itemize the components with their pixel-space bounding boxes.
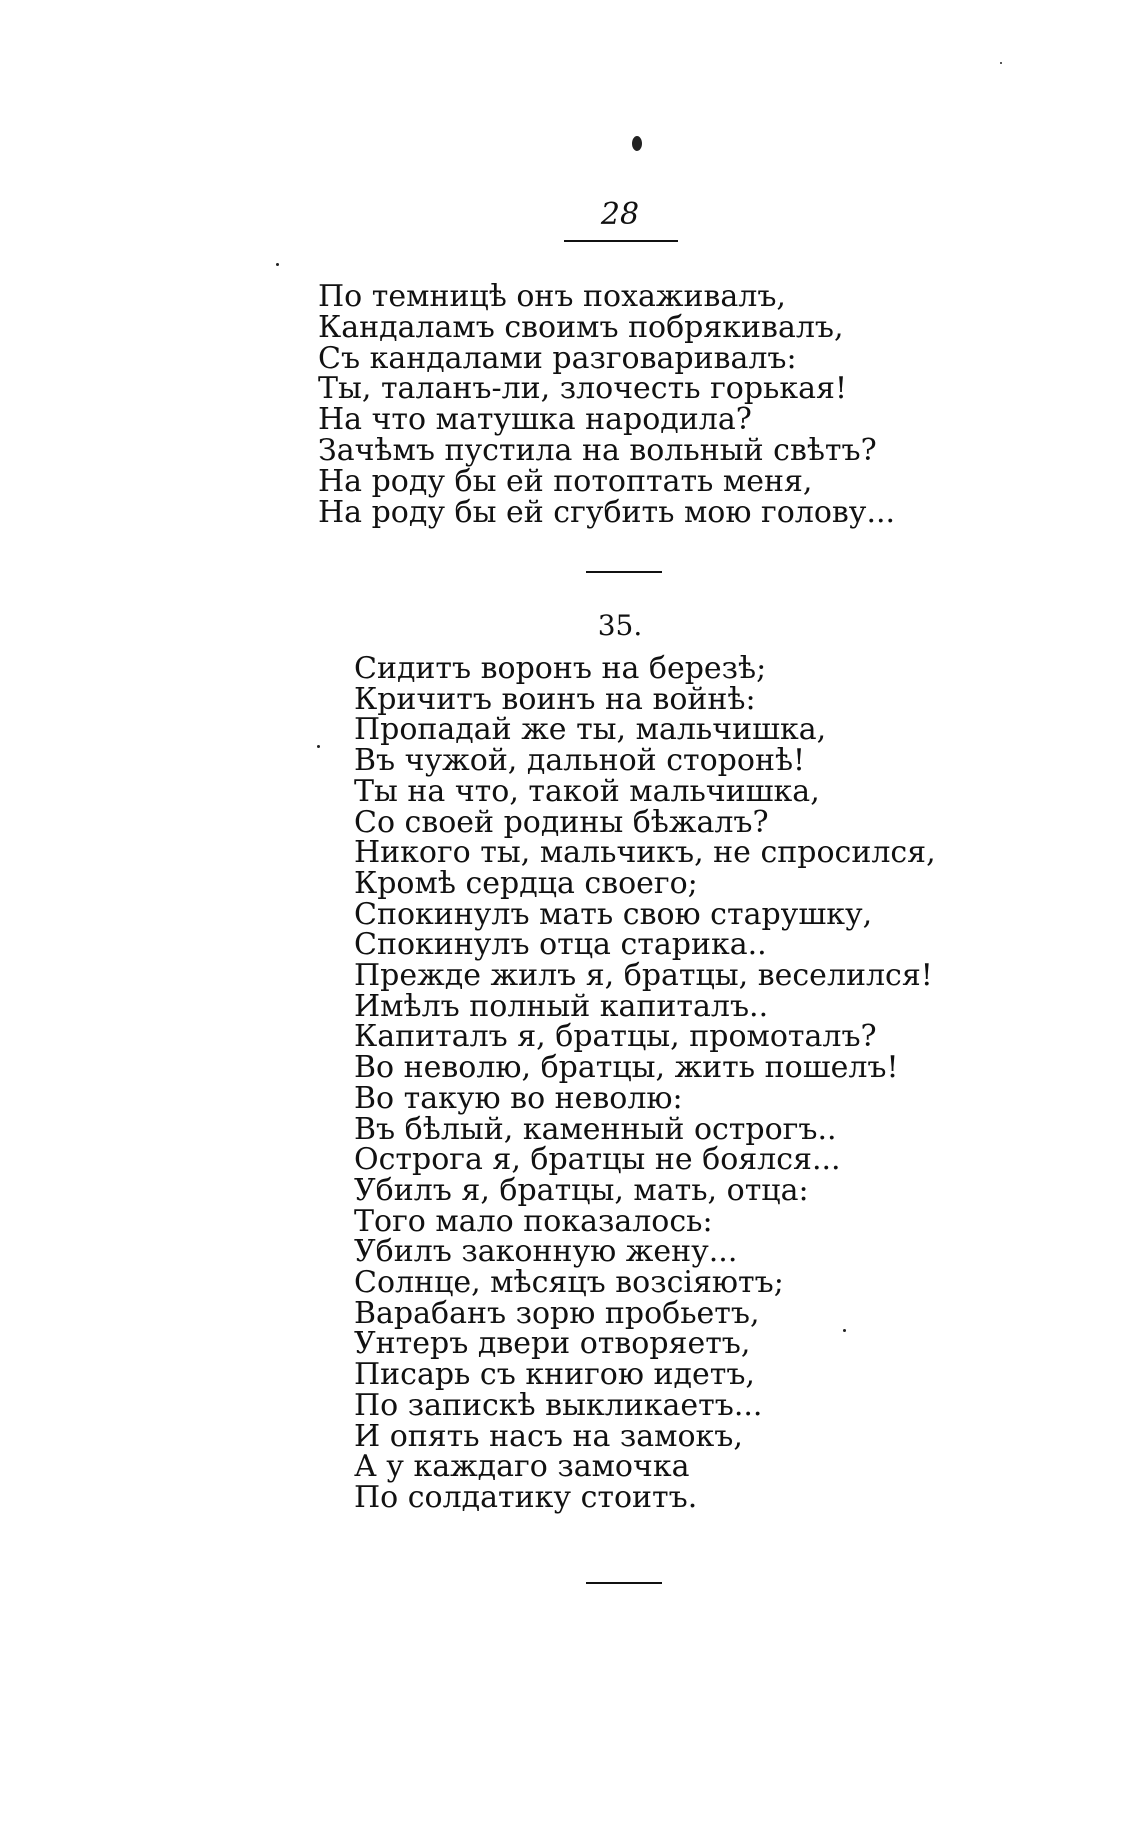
poem-line: Кричитъ воинъ на войнѣ: [354,681,756,717]
poem-line: Спокинулъ мать свою старушку, [354,896,873,932]
poem-line: Кандаламъ своимъ побрякивалъ, [318,309,844,345]
section-divider [586,1582,662,1584]
poem-line: Пропадай же ты, мальчишка, [354,712,827,748]
poem-line: По темницѣ онъ похаживалъ, [318,279,786,314]
poem-line: А у каждаго замочка [354,1449,690,1485]
poem-line: Во неволю, братцы, жить пошелъ! [354,1050,899,1086]
page-number-rule [564,240,678,242]
ink-speck [317,745,320,748]
poem-line: По солдатику стоитъ. [354,1479,698,1515]
poem-line: Кромѣ сердца своего; [354,865,698,901]
poem-line: Имѣлъ полный капиталъ.. [354,988,769,1024]
poem-line: Въ чужой, дальной сторонѣ! [354,743,806,779]
poem-line: По запискѣ выкликаетъ... [354,1387,763,1423]
poem-line: Никого ты, мальчикъ, не спросился, [354,835,936,871]
poem-line: Спокинулъ отца старика.. [354,927,767,963]
poem-line: Ты, таланъ-ли, злочесть горькая! [318,371,847,407]
poem-continued [318,279,896,530]
ink-speck [276,263,279,266]
poem-line: Въ бѣлый, каменный острогъ.. [354,1111,837,1147]
poem-line: На роду бы ей сгубить мою голову... [318,494,896,530]
poem-line: Острога я, братцы не боялся... [354,1142,841,1178]
poem-line: Съ кандалами разговаривалъ: [318,340,797,376]
poem-line: Во такую во неволю: [354,1080,683,1116]
poem-line: Унтеръ двери отворяетъ, [354,1326,751,1362]
poem-line: Капиталъ я, братцы, промоталъ? [354,1019,877,1055]
poem-line: Варабанъ зорю пробьетъ, [354,1295,760,1331]
ink-speck [1000,62,1002,64]
poem-line: Прежде жилъ я, братцы, веселился! [354,958,933,994]
poem-line: На что матушка народила? [318,402,752,438]
poem-line: На роду бы ей потоптать меня, [318,463,813,499]
poem-35 [354,651,936,1515]
poem-line: И опять насъ на замокъ, [354,1418,743,1454]
poem-line: Убилъ я, братцы, мать, отца: [354,1172,809,1208]
poem-line: Ты на что, такой мальчишка, [354,773,820,809]
poem-line: Того мало показалось: [354,1203,713,1239]
poem-line: Со своей родины бѣжалъ? [354,804,769,840]
poem-line: Убилъ законную жену... [354,1234,738,1270]
poem-number: 35. [597,609,643,642]
poem-line: Зачѣмъ пустила на вольный свѣтъ? [318,432,877,468]
section-divider [586,571,662,573]
poem-line: Писарь съ книгою идетъ, [354,1357,755,1393]
poem-line: Сидитъ воронъ на березѣ; [354,651,767,686]
ink-speck [632,136,642,151]
page-number: 28 [600,197,640,232]
poem-line: Солнце, мѣсяцъ возсіяютъ; [354,1265,784,1301]
